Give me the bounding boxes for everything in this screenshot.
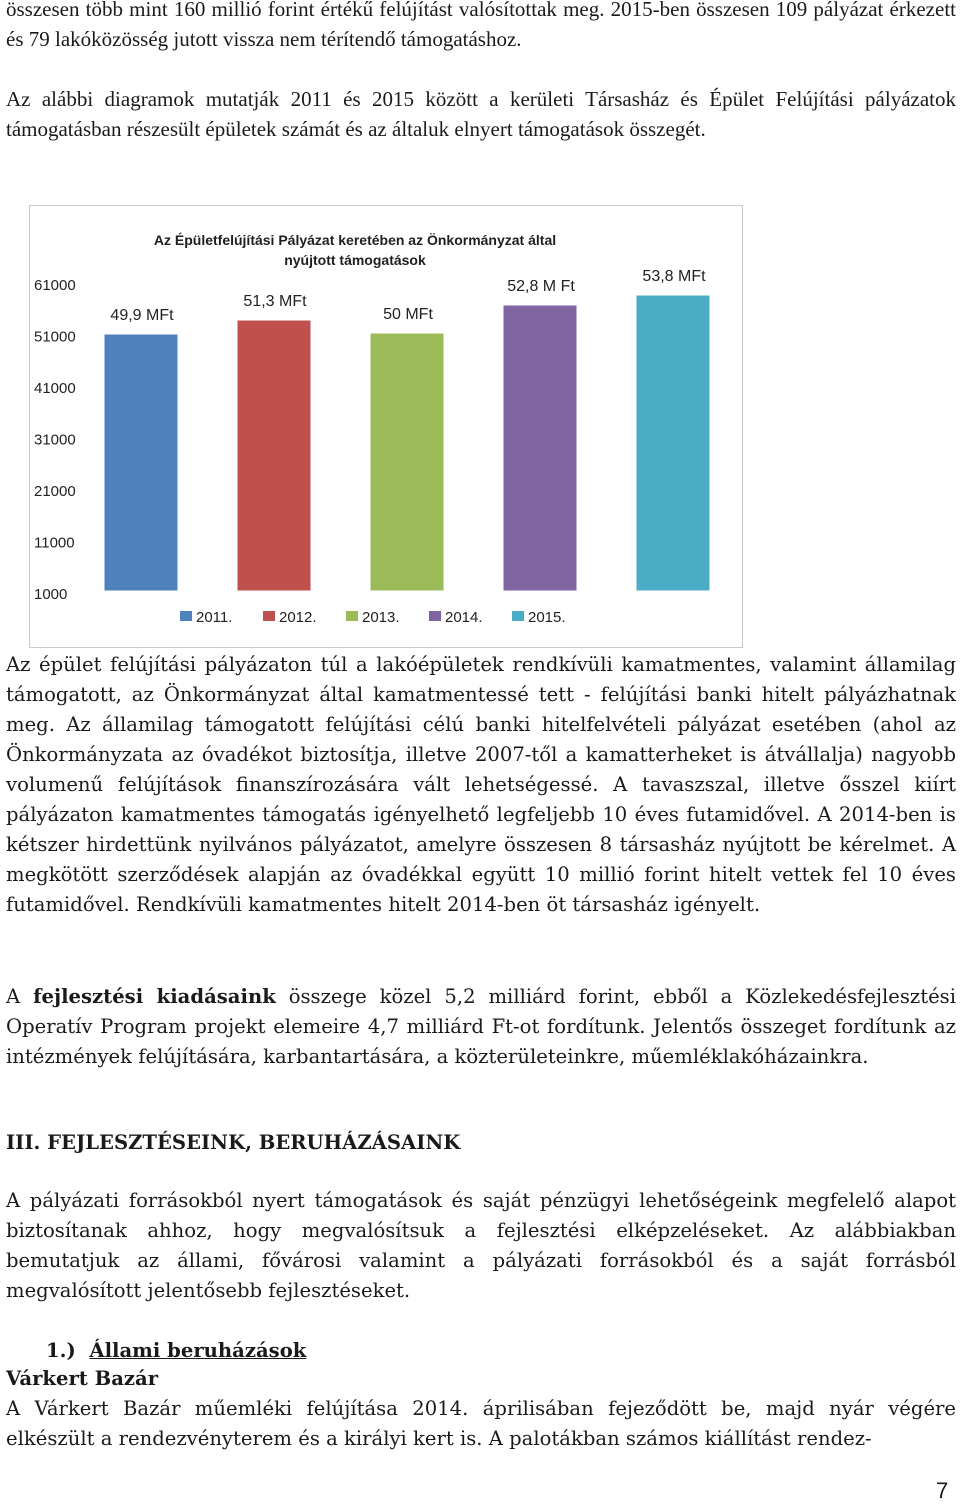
dev-text-bold: fejlesztési kiadásaink	[33, 985, 276, 1008]
chart-title-line-1: Az Épületfelújítási Pályázat keretében az Önkormányzat által	[153, 232, 557, 248]
data-label: 52,8 M Ft	[507, 278, 575, 296]
y-tick-label: 61000	[34, 277, 76, 294]
legend-swatch	[346, 611, 358, 621]
bar-2014	[503, 305, 577, 591]
dev-text-pre: A	[6, 985, 34, 1008]
bar-2011	[104, 334, 178, 591]
y-tick-label: 51000	[34, 328, 76, 346]
section-heading: III. FEJLESZTÉSEINK, BERUHÁZÁSAINK	[6, 1131, 461, 1154]
subsection-heading	[46, 1336, 306, 1366]
chart-title-line-2: nyújtott támogatások	[284, 252, 426, 268]
y-tick-label: 1000	[34, 586, 68, 603]
subsection-number: 1.)	[46, 1339, 76, 1362]
paragraph-intro: Az alábbi diagramok mutatják 2011 és 2015 között a kerületi Társasház és Épület Felújítási pályázatok támogatásban részesült épületek számát és az általuk elnyert támogatások összegét.	[6, 87, 956, 141]
legend-label: 2013.	[362, 609, 400, 626]
legend-label: 2015.	[528, 609, 566, 626]
bar-chart	[29, 205, 743, 648]
y-tick-label: 11000	[34, 534, 75, 552]
legend-label: 2011.	[196, 609, 233, 626]
bar-2015	[636, 295, 710, 591]
data-label: 53,8 MFt	[642, 268, 706, 285]
legend-swatch	[512, 611, 524, 621]
y-tick-label: 31000	[34, 431, 76, 449]
page-number: 7	[936, 1478, 949, 1503]
paragraph-loans: Az épület felújítási pályázaton túl a lakóépületek rendkívüli kamatmentes, valamint államilag támogatott, az Önkormányzat által kamatmentessé tett - felújítási banki hitelt pályázhatnak meg. Az államilag támogatott felújítási célú banki hitelfelvételi pályázat esetében (ahol az Önkormányzata az óvadékot biztosítja, illetve 2007-től a kamatterheket is átvállalja) nagyobb volumenű felújítások finanszírozására vált lehetségessé. A tavaszszal, illetve ősszel kiírt pályázaton kamatmentes támogatás igényelhető legfeljebb 10 éves futamidővel. A 2014-ben is kétszer hirdettünk nyilvános pályázatot, amelyre összesen 8 társasház nyújtott be kérelmet. A megkötött szerződések alapján az óvadékkal együtt 10 millió forint hitelt vettek fel 10 éves futamidővel. Rendkívüli kamatmentes hitelt 2014-ben öt társasház igényelt.	[6, 653, 956, 916]
y-tick-label: 41000	[34, 380, 76, 397]
legend-swatch	[263, 611, 275, 621]
dev-text-post: összege közel 5,2 milliárd forint, ebből a Közlekedésfejlesztési Operatív Program projekt elemeire 4,7 milliárd Ft-ot fordítunk. Jelentős összeget fordítunk az intézmények felújítására, karbantartására, a közterületeinkre, műemléklakóházainkra.	[6, 985, 956, 1068]
subsection-title: Állami beruházások	[89, 1339, 307, 1362]
legend-label: 2014.	[445, 609, 483, 626]
legend-swatch	[429, 611, 441, 621]
legend-label: 2012.	[279, 609, 317, 626]
paragraph-varkert: A Várkert Bazár műemléki felújítása 2014. áprilisában fejeződött be, majd nyár végére elkészült a rendezvényterem és a királyi kert is. A palotákban számos kiállítást rendez-	[6, 1397, 956, 1450]
bar-2012	[237, 320, 311, 591]
data-label: 49,9 MFt	[110, 307, 174, 325]
varkert-heading: Várkert Bazár	[6, 1367, 159, 1390]
paragraph-top: összesen több mint 160 millió forint értékű felújítást valósítottak meg. 2015-ben összesen 109 pályázat érkezett és 79 lakóközösség jutott vissza nem térítendő támogatáshoz.	[6, 0, 956, 51]
data-label: 51,3 MFt	[243, 293, 307, 311]
legend-swatch	[180, 611, 192, 621]
paragraph-grants: A pályázati forrásokból nyert támogatások és saját pénzügyi lehetőségeink megfelelő alapot biztosítanak ahhoz, hogy megvalósítsuk a fejlesztési elképzeléseket. Az alábbiakban bemutatjuk az állami, fővárosi valamint a pályázati forrásokból és a saját forrásból megvalósított jelentősebb fejlesztéseket.	[6, 1189, 956, 1302]
bar-2013	[370, 333, 444, 591]
chart-plot	[30, 206, 742, 647]
y-tick-label: 21000	[34, 483, 76, 500]
data-label: 50 MFt	[383, 306, 433, 324]
paragraph-development	[6, 982, 956, 1072]
